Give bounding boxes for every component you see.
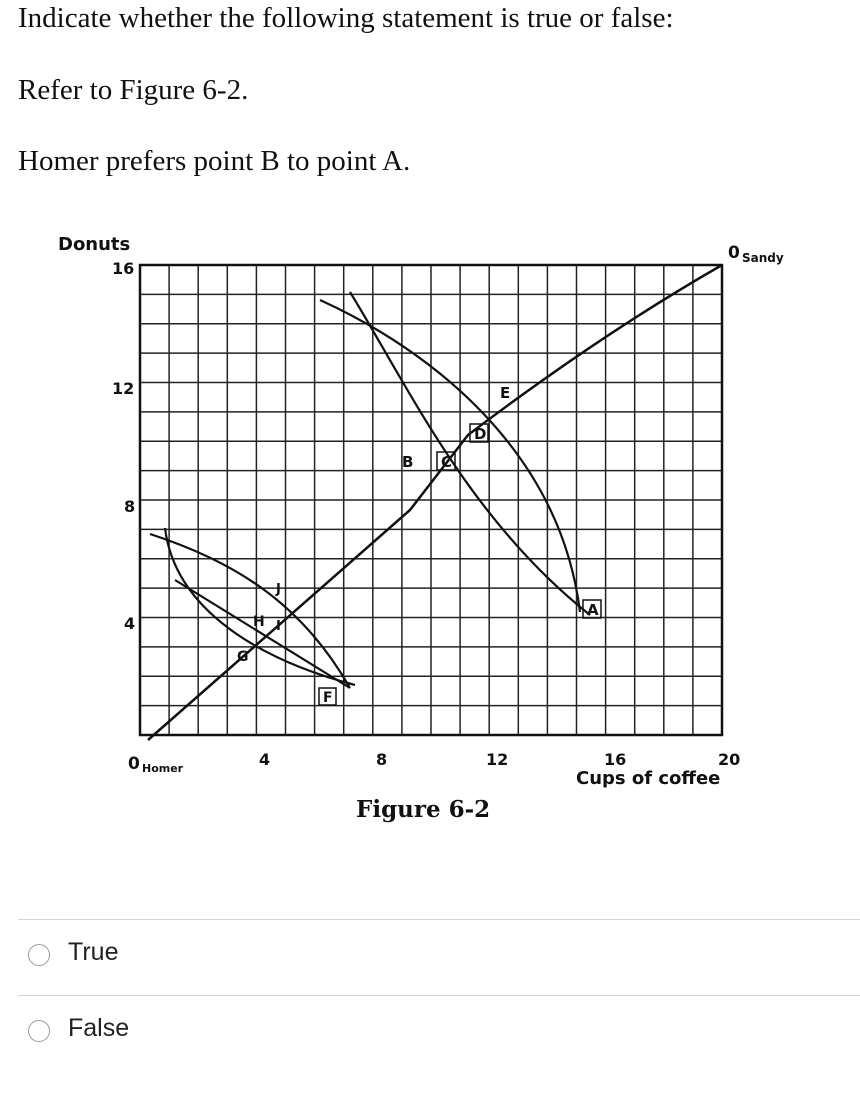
point-f-label: F bbox=[323, 690, 333, 706]
point-i-label: I bbox=[276, 619, 281, 634]
edgeworth-box-figure bbox=[0, 220, 860, 840]
figure-caption: Figure 6-2 bbox=[356, 796, 491, 823]
y-tick-4: 4 bbox=[124, 614, 136, 633]
point-b-label: B bbox=[402, 453, 414, 471]
point-e-label: E bbox=[500, 384, 511, 402]
origin-sandy-label: Sandy bbox=[742, 251, 784, 265]
y-tick-8: 8 bbox=[124, 497, 136, 516]
point-h-label: H bbox=[253, 614, 265, 630]
x-tick-8: 8 bbox=[376, 750, 388, 769]
point-d-label: D bbox=[474, 425, 487, 443]
contract-curve bbox=[148, 265, 722, 740]
figure-reference: Refer to Figure 6-2. bbox=[18, 74, 249, 106]
radio-false[interactable] bbox=[28, 1020, 50, 1042]
radio-true[interactable] bbox=[28, 944, 50, 966]
x-tick-20: 20 bbox=[718, 750, 741, 769]
y-tick-12: 12 bbox=[112, 379, 135, 398]
sandy-indifference-curve-lower bbox=[165, 528, 355, 685]
statement: Homer prefers point B to point A. bbox=[18, 145, 411, 177]
x-tick-16: 16 bbox=[604, 750, 627, 769]
x-tick-4: 4 bbox=[259, 750, 271, 769]
homer-indifference-curve-upper bbox=[350, 292, 590, 615]
y-tick-16: 16 bbox=[112, 259, 135, 278]
point-a-label: A bbox=[587, 601, 599, 619]
question-prompt: Indicate whether the following statement is true or false: bbox=[18, 2, 674, 34]
origin-homer-label: Homer bbox=[142, 762, 184, 775]
y-axis-title: Donuts bbox=[58, 234, 131, 255]
x-axis-title: Cups of coffee bbox=[576, 768, 721, 789]
homer-indifference-curve-lower bbox=[150, 534, 350, 688]
option-false-label: False bbox=[68, 1014, 130, 1042]
option-true[interactable] bbox=[18, 920, 860, 992]
point-c-label: C bbox=[441, 453, 453, 471]
option-false[interactable] bbox=[18, 996, 860, 1068]
point-g-label: G bbox=[237, 649, 249, 665]
grid bbox=[140, 265, 722, 735]
origin-sandy-zero: 0 bbox=[728, 243, 740, 263]
origin-homer-zero: 0 bbox=[128, 754, 140, 774]
x-tick-12: 12 bbox=[486, 750, 509, 769]
budget-line-lower bbox=[175, 580, 350, 688]
option-true-label: True bbox=[68, 938, 119, 966]
point-j-label: J bbox=[276, 582, 281, 597]
